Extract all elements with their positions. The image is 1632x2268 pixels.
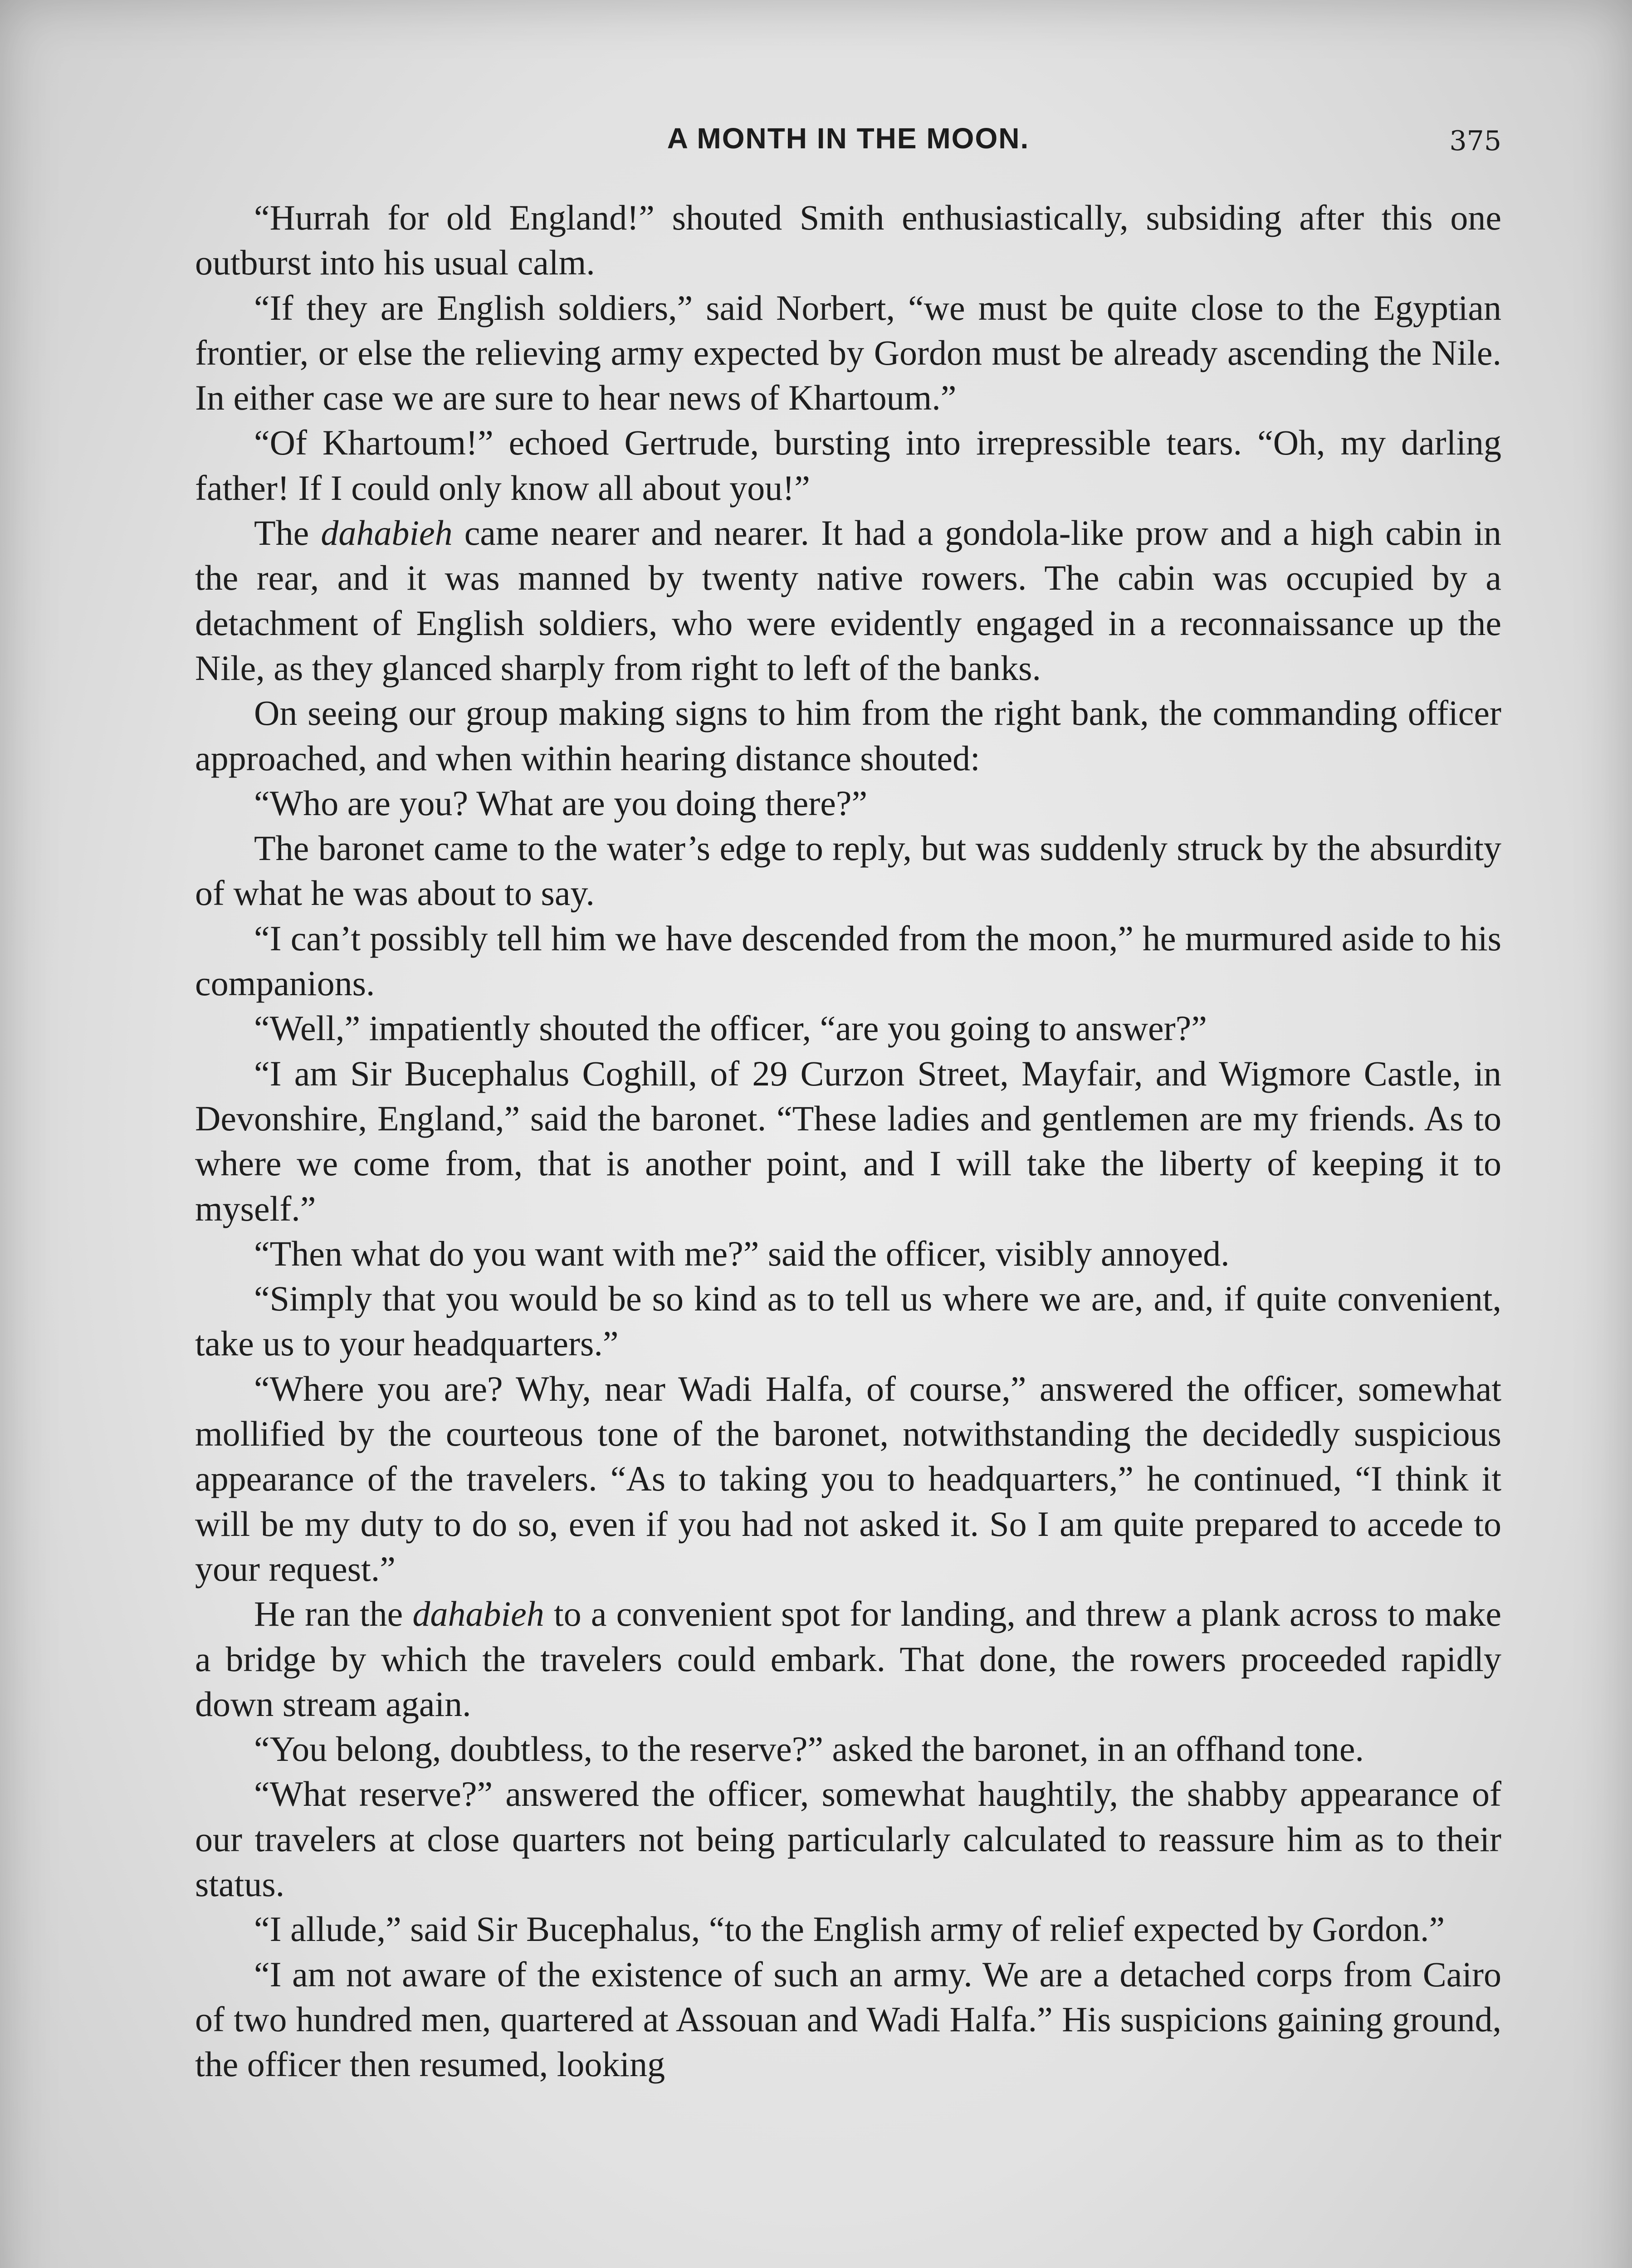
running-title: A MONTH IN THE MOON. (667, 122, 1030, 155)
paragraph: “I am not aware of the existence of such an army. We are a detached corps from Cairo of two hundred men, quartered at Assouan and Wadi Halfa.” His suspicions gaining ground, the officer then resumed, looking (195, 1954, 1501, 2084)
paragraph: “What reserve?” answered the officer, somewhat haughtily, the shabby appearance of our travelers at close quarters not being particularly calculated to reassure him as to their status. (195, 1774, 1501, 1904)
page-number: 375 (1449, 125, 1501, 157)
paragraph: “Simply that you would be so kind as to tell us where we are, and, if quite convenient, take us to your headquarters.” (195, 1279, 1501, 1364)
paragraph: “If they are English soldiers,” said Norbert, “we must be quite close to the Egyptian frontier, or else the relieving army expected by Gordon must be already ascending the Nile. In either case we are sure to hear news of Khartoum.” (195, 288, 1501, 418)
paragraph: “I can’t possibly tell him we have descended from the moon,” he murmured aside to his companions. (195, 918, 1501, 1003)
paragraph: “You belong, doubtless, to the reserve?” asked the baronet, in an offhand tone. (254, 1729, 1364, 1769)
paragraph: “I am Sir Bucephalus Coghill, of 29 Curzon Street, Mayfair, and Wigmore Castle, in Devonshire, England,” said the baronet. “These ladies and gentlemen are my friends. As to where we come from, that is another point, and I will take the liberty of keeping it to myself.” (195, 1053, 1501, 1228)
paragraph: The baronet came to the water’s edge to reply, but was suddenly struck by the absurdity of what he was about to say. (195, 828, 1501, 913)
paragraph (195, 1591, 1501, 1726)
paragraph-text: came nearer and nearer. It had a gondola-like prow and a high cabin in the rear, and it was manned by twenty native rowers. The cabin was occupied by a detachment of English soldiers, who were evidently engaged in a reconnaissance up the Nile, as they glanced sharply from right to left of the banks. (195, 513, 1501, 688)
paragraph-text: He ran the (254, 1594, 413, 1634)
paragraph: “Who are you? What are you doing there?” (254, 783, 868, 823)
paragraph-text: to a convenient spot for landing, and threw a plank across to make a bridge by which the travelers could embark. That done, the rowers proceeded rapidly down stream again. (195, 1594, 1501, 1724)
paragraph: “Then what do you want with me?” said the officer, visibly annoyed. (254, 1233, 1230, 1273)
paragraph (195, 510, 1501, 690)
paragraph: On seeing our group making signs to him from the right bank, the commanding officer approached, and when within hearing distance shouted: (195, 693, 1501, 778)
italic-term: dahabieh (412, 1594, 544, 1634)
paragraph: “Where you are? Why, near Wadi Halfa, of course,” answered the officer, somewhat mollified by the courteous tone of the baronet, notwithstanding the decidedly suspicious appearance of the travelers. “As to taking you to headquarters,” he continued, “I think it will be my duty to do so, even if you had not asked it. So I am quite prepared to accede to your request.” (195, 1369, 1501, 1589)
paragraph: “I allude,” said Sir Bucephalus, “to the English army of relief expected by Gordon.” (254, 1909, 1445, 1949)
body-text (195, 195, 1501, 2087)
paragraph: “Of Khartoum!” echoed Gertrude, bursting into irrepressible tears. “Oh, my darling father! If I could only know all about you!” (195, 423, 1501, 508)
italic-term: dahabieh (321, 513, 453, 553)
paragraph: “Well,” impatiently shouted the officer, “are you going to answer?” (254, 1008, 1207, 1048)
page-header (195, 122, 1501, 167)
paragraph-text: The (254, 513, 321, 553)
paragraph: “Hurrah for old England!” shouted Smith enthusiastically, subsiding after this one outburst into his usual calm. (195, 198, 1501, 283)
